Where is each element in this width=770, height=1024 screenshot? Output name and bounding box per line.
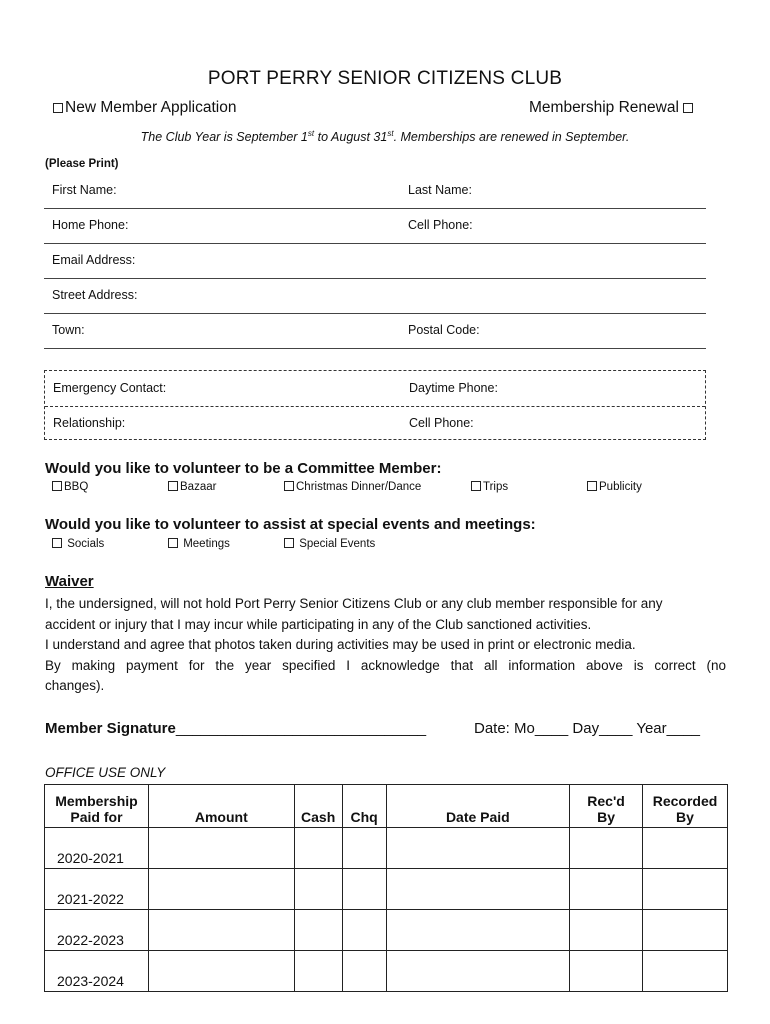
daytime-phone-label: Daytime Phone: [409,381,498,395]
town-label: Town: [52,323,85,337]
checkbox[interactable] [284,538,294,548]
renewal-checkbox[interactable] [683,103,693,113]
events-option-meetings[interactable]: Meetings [168,538,230,550]
office-use-table [44,784,728,992]
phone-row[interactable] [44,208,706,244]
events-question: Would you like to volunteer to assist at special events and meetings: [45,516,536,533]
email-label: Email Address: [52,253,136,267]
town-row[interactable] [44,313,706,349]
name-row[interactable] [44,173,706,209]
table-header-row [45,785,728,828]
emergency-contact-label: Emergency Contact: [53,381,167,395]
header-cash: Cash [294,785,342,828]
last-name-label: Last Name: [408,183,472,197]
new-member-label: New Member Application [65,99,237,116]
please-print-label: (Please Print) [45,158,119,170]
waiver-text: I, the undersigned, will not hold Port Perry Senior Citizens Club or any club member responsible for any accident or injury that I may incur while participating in any of the Club sanctioned activities. I understand and agree that photos taken during activities may be used in print or electronic media. By making payment for the year specified I acknowledge that all information above is correct (no changes). [45,596,726,693]
header-amount: Amount [148,785,294,828]
committee-question: Would you like to volunteer to be a Committee Member: [45,460,442,477]
committee-option-christmas[interactable]: Christmas Dinner/Dance [284,481,421,493]
postal-code-label: Postal Code: [408,323,480,337]
home-phone-label: Home Phone: [52,218,129,232]
checkbox[interactable] [168,481,178,491]
header-membership: Membership Paid for [45,785,149,828]
new-member-option[interactable] [53,99,236,117]
waiver-heading: Waiver [45,573,94,590]
new-member-checkbox[interactable] [53,103,63,113]
relationship-label: Relationship: [53,416,126,430]
form-title: PORT PERRY SENIOR CITIZENS CLUB [207,68,563,89]
date-fields[interactable]: Date: Mo____ Day____ Year____ [474,720,701,737]
committee-option-bbq[interactable]: BBQ [52,481,88,493]
signature-line[interactable]: ______________________________ [175,720,427,737]
events-option-special-events[interactable]: Special Events [284,538,375,550]
email-row[interactable] [44,243,706,279]
table-row [45,951,728,992]
checkbox[interactable] [587,481,597,491]
year-cell: 2021-2022 [45,869,149,910]
header-recorded-by: Recorded By [643,785,728,828]
club-year-note: The Club Year is September 1st to August 31st. Memberships are renewed in September. [140,129,630,145]
checkbox[interactable] [284,481,294,491]
table-row [45,828,728,869]
emergency-contact-box [44,370,706,440]
street-row[interactable] [44,278,706,314]
committee-option-trips[interactable]: Trips [471,481,508,493]
checkbox[interactable] [52,538,62,548]
table-row [45,869,728,910]
signature-label: Member Signature [45,720,176,737]
header-chq: Chq [342,785,386,828]
office-use-heading: OFFICE USE ONLY [45,765,166,780]
table-row [45,910,728,951]
renewal-option[interactable] [529,99,695,117]
header-date-paid: Date Paid [386,785,570,828]
emergency-cell-phone-label: Cell Phone: [409,416,474,430]
renewal-label: Membership Renewal [529,99,679,116]
member-signature[interactable] [45,720,426,737]
header-recd-by: Rec'd By [570,785,643,828]
checkbox[interactable] [52,481,62,491]
checkbox[interactable] [471,481,481,491]
cell-phone-label: Cell Phone: [408,218,473,232]
divider [45,406,705,407]
street-label: Street Address: [52,288,138,302]
year-cell: 2020-2021 [45,828,149,869]
year-cell: 2022-2023 [45,910,149,951]
committee-option-bazaar[interactable]: Bazaar [168,481,216,493]
checkbox[interactable] [168,538,178,548]
year-cell: 2023-2024 [45,951,149,992]
events-option-socials[interactable]: Socials [52,538,104,550]
committee-option-publicity[interactable]: Publicity [587,481,642,493]
first-name-label: First Name: [52,183,117,197]
